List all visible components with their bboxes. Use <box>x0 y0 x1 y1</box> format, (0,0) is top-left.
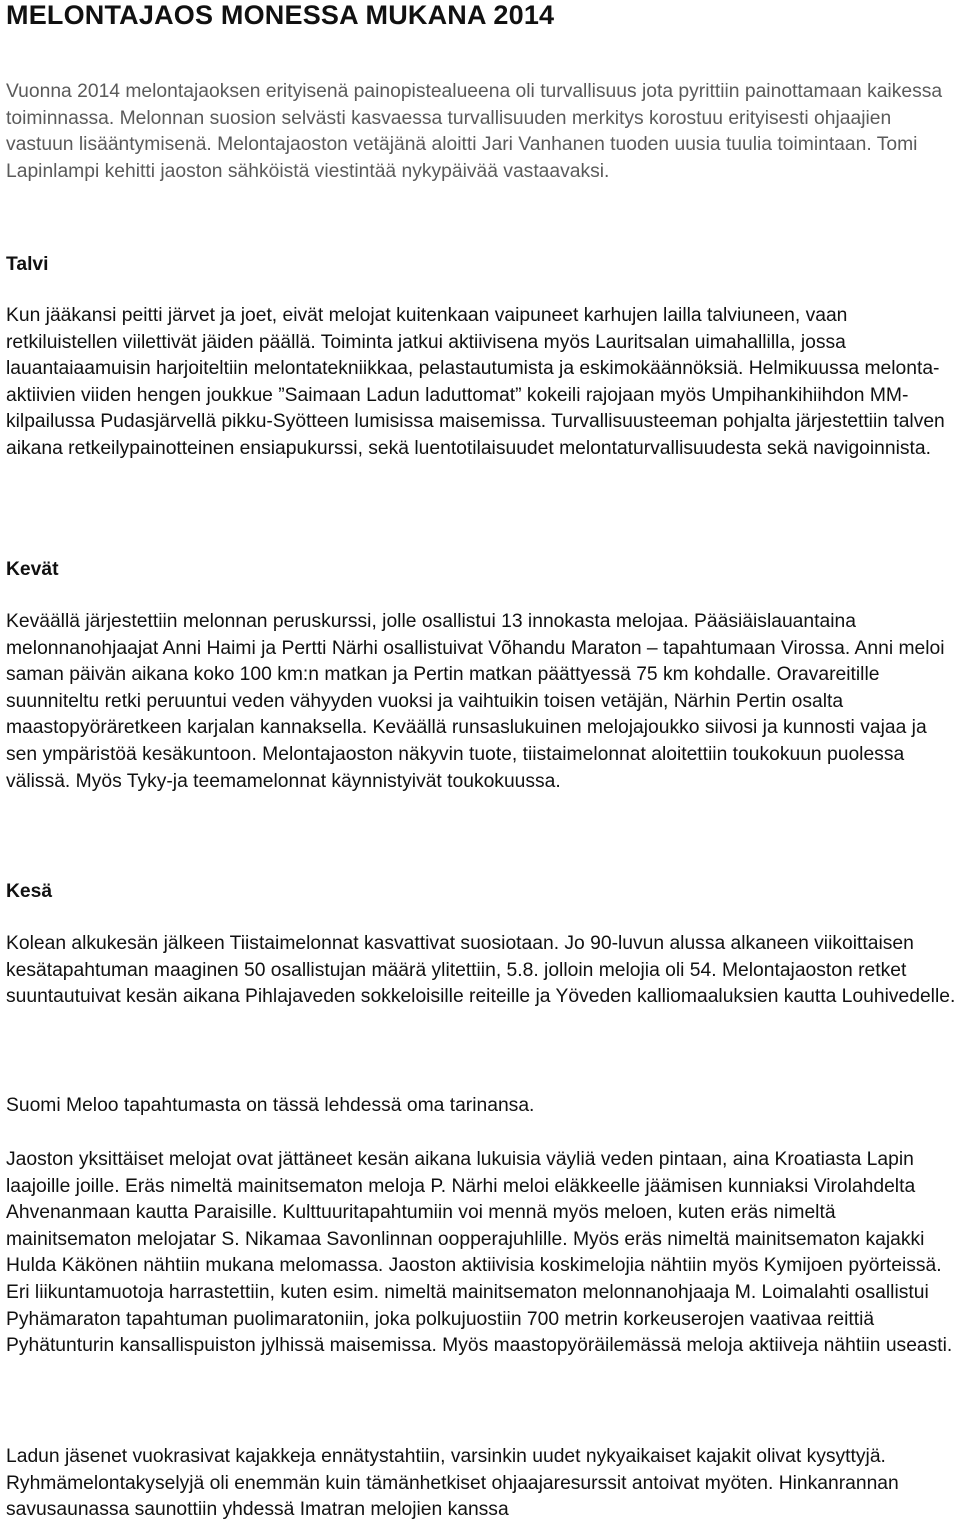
page-title: MELONTAJAOS MONESSA MUKANA 2014 <box>6 0 555 30</box>
winter-paragraph: Kun jääkansi peitti järvet ja joet, eivät melojat kuitenkaan vaipuneet karhujen lailla talviuneen, vaan retkiluistellen viilettivät jäiden päällä. Toiminta jatkui aktiivisena myös Lauritsalan uimahallilla, jossa lauantaiaamuisin harjoiteltiin melontatekniikkaa, pelastautumista ja eskimokäännöksiä. Helmikuussa melonta-aktiivien viiden hengen joukkue ”Saimaan Ladun laduttomat” kokeili rajojaan myös Umpihankihiihdon MM-kilpailussa Pudasjärvellä pikku-Syötteen lumisissa maisemissa. Turvallisuusteeman pohjalta järjestettiin talven aikana retkeilypainotteinen ensiapukurssi, sekä luentotilaisuudet melontaturvallisuudesta sekä navigoinnista. <box>6 305 945 459</box>
intro-paragraph: Vuonna 2014 melontajaoksen erityisenä painopistealueena oli turvallisuus jota pyrittiin painottamaan kaikessa toiminnassa. Melonnan suosion selvästi kasvaessa turvallisuuden merkitys korostuu erityisesti ohjaajien vastuun lisääntymisenä. Melontajaoston vetäjänä aloitti Jari Vanhanen tuoden uusia tuulia toimintaan. Tomi Lapinlampi kehitti jaoston sähköistä viestintää nykypäivää vastaavaksi. <box>6 81 943 182</box>
section-heading-summer: Kesä <box>6 881 53 902</box>
summer-paragraph-3: Jaoston yksittäiset melojat ovat jättäneet kesän aikana lukuisia väyliä veden pintaan, aina Kroatiasta Lapin laajoille joille. Eräs nimeltä mainitsematon meloja P. Närhi meloi eläkkeelle jäämisen kunniaksi Virolahdelta Ahvenanmaan kautta Paraisille. Kulttuuritapahtumiin voi mennä myös meloen, kuten eräs nimeltä mainitsematon melojatar S. Nikamaa Savonlinnan oopperajuhlille. Myös eräs nimeltä mainitsematon kajakki Hulda Käkönen nähtiin mukana melomassa. Jaoston aktiivisia koskimelojia nähtiin myös Kymijoen pyörteissä. Eri liikuntamuotoja harrastettiin, kuten esim. nimeltä mainitsematon melonnanohjaaja M. Loimalahti osallistui Pyhämaraton tapahtuman puolimaratoniin, joka polkujuostiin 700 metrin korkeuserojen vaativaa reittiä Pyhätunturin kansallispuiston jylhissä maisemissa. Myös maastopyöräilemässä meloja aktiiveja nähtiin useasti. <box>6 1149 953 1357</box>
section-heading-spring: Kevät <box>6 559 59 580</box>
spring-paragraph: Keväällä järjestettiin melonnan peruskurssi, jolle osallistui 13 innokasta melojaa. Pääsiäislauantaina melonnanohjaajat Anni Haimi ja Pertti Närhi osallistuivat Võhandu Maraton – tapahtumaan Virossa. Anni meloi saman päivän aikana koko 100 km:n matkan ja Pertin matkan päättyessä 75 km kohdalle. Oravareitille suunniteltu retki peruuntui veden vähyyden vuoksi ja vaihtuikin toisen vetäjän, Närhin Pertin osalta maastopyöräretkeen karjalan kannaksella. Keväällä runsaslukuinen melojajoukko siivosi ja kunnosti vajaa ja sen ympäristöä kesäkuntoon. Melontajaoston näkyvin tuote, tiistaimelonnat aloitettiin toukokuun puolessa välissä. Myös Tyky-ja teemamelonnat käynnistyivät toukokuussa. <box>6 611 945 792</box>
section-heading-winter: Talvi <box>6 254 49 275</box>
summer-paragraph-4: Ladun jäsenet vuokrasivat kajakkeja ennätystahtiin, varsinkin uudet nykyaikaiset kajakit olivat kysyttyjä. Ryhmämelontakyselyjä oli enemmän kuin tämänhetkiset ohjaajaresurssit antoivat myöten. Hinkanrannan savusaunassa saunottiin yhdessä Imatran melojien kanssa <box>6 1446 899 1521</box>
summer-paragraph-2: Suomi Meloo tapahtumasta on tässä lehdessä oma tarinansa. <box>6 1095 535 1116</box>
summer-paragraph-1: Kolean alkukesän jälkeen Tiistaimelonnat kasvattivat suosiotaan. Jo 90-luvun alussa alkaneen viikoittaisen kesätapahtuman maaginen 50 osallistujan määrä ylitettiin, 5.8. jolloin melojia oli 54. Melontajaoston retket suuntautuivat kesän aikana Pihlajaveden sokkeloisille reiteille ja Yöveden kalliomaaluksien kautta Louhivedelle. <box>6 933 956 1008</box>
